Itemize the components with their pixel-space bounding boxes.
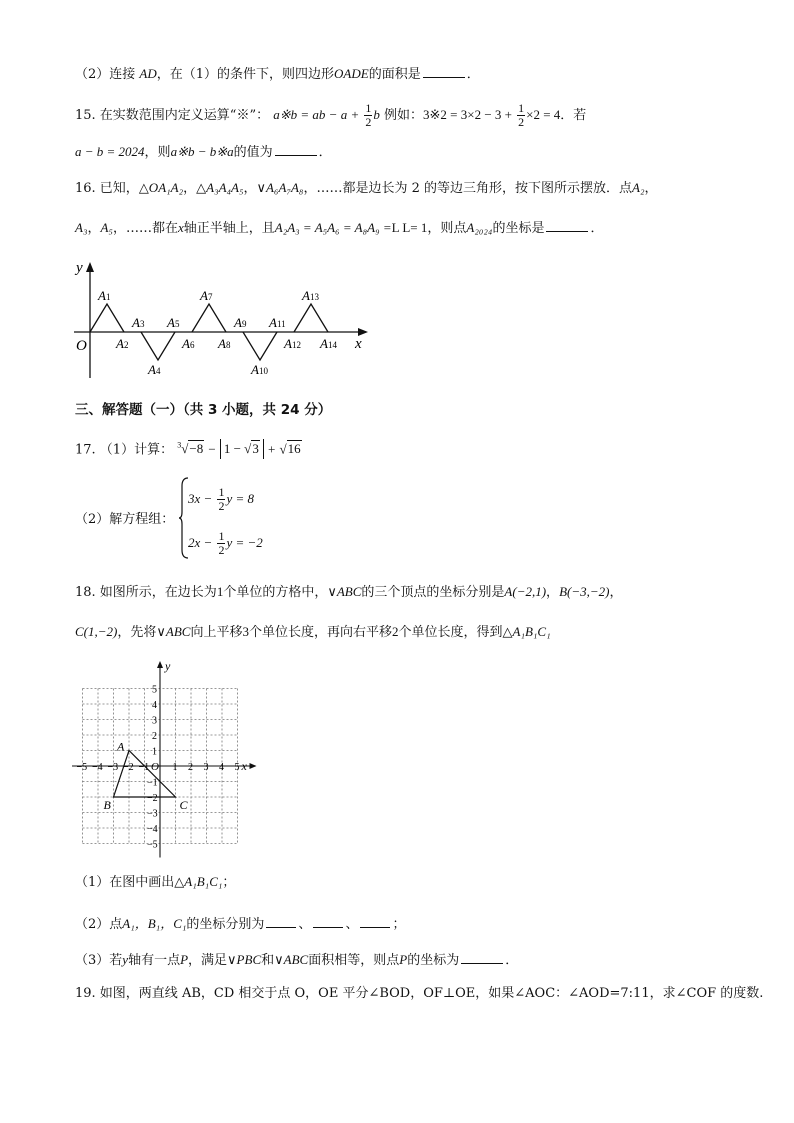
answer-blank xyxy=(423,64,465,78)
fraction-half: $\frac{1}{2}$ xyxy=(518,101,525,129)
q17-part1: 17. （1）计算： $^3$√−8 − 1 − √3 + √16 xyxy=(75,441,301,458)
vertex-label: A xyxy=(117,739,125,754)
q15-line1: 15. 在实数范围内定义运算“※”： a※b = ab − a + $\frac{1}{2}$ b 例如：3※2 = 3×2 − 3 + $\frac{1}{2}$ ×2 = 4．若 xyxy=(75,101,587,129)
y-tick-label: 1 xyxy=(152,746,157,758)
y-tick-label: 4 xyxy=(152,700,157,711)
origin-label: O xyxy=(151,761,159,773)
answer-blank xyxy=(546,218,588,232)
point-label: A13 xyxy=(302,288,319,303)
q16-line1: 16. 已知，△OA₁A₂，△A₃A₄A₅，∨A₆A₇A₈，……都是边长为 2 的等边三角形，按下图所示摆放．点A₂， xyxy=(75,180,658,196)
y-axis-label: y xyxy=(165,660,171,673)
zigzag-path xyxy=(192,304,226,332)
section-heading: 三、解答题（一）（共 3 小题，共 24 分） xyxy=(75,402,332,418)
x-axis-label: x xyxy=(241,759,247,773)
point-label: A3 xyxy=(132,315,145,330)
answer-blank xyxy=(266,914,296,928)
answer-blank xyxy=(360,914,390,928)
coordinate-grid-figure xyxy=(70,660,266,860)
x-tick-label: 2 xyxy=(188,762,193,773)
y-tick-label: −1 xyxy=(147,777,158,789)
point-label: A11 xyxy=(269,315,286,330)
y-axis-arrow xyxy=(157,661,163,668)
q18-sub3: （3）若y轴有一点P，满足∨PBC和∨ABC面积相等，则点P的坐标为 ． xyxy=(75,952,519,968)
vertex-label: C xyxy=(179,798,188,812)
y-tick-label: 2 xyxy=(152,731,157,742)
point-label: A7 xyxy=(200,288,213,303)
x-axis-label: x xyxy=(355,336,362,352)
cube-root: $^3$√−8 xyxy=(177,441,204,457)
answer-blank xyxy=(461,950,503,964)
x-tick-label: 5 xyxy=(234,762,240,773)
equation-2: 2x − $\frac{1}{2}$ y = −2 xyxy=(188,529,263,557)
zigzag-path xyxy=(294,304,328,332)
x-tick-label: 3 xyxy=(203,762,209,773)
answer-blank xyxy=(313,914,343,928)
q19-text: 19. 如图，两直线 AB，CD 相交于点 O，OE 平分∠BOD，OF⊥OE，如果∠AOC：∠AOD=7:11，求∠COF 的度数. xyxy=(75,986,764,1001)
point-label: A1 xyxy=(98,288,111,303)
y-tick-label: 5 xyxy=(152,684,157,696)
point-label: A4 xyxy=(148,362,161,377)
point-label: A12 xyxy=(284,336,301,351)
x-axis-arrow xyxy=(250,763,257,769)
origin-label: O xyxy=(76,338,87,354)
point-label: A5 xyxy=(167,315,180,330)
x-tick-label: −1 xyxy=(138,762,150,773)
zigzag-path xyxy=(141,332,175,360)
q18-line1: 18. 如图所示，在边长为1个单位的方格中，∨ABC的三个顶点的坐标分别是A(−2,1)，B(−3,−2)， xyxy=(75,584,623,600)
zigzag-triangle-figure xyxy=(68,256,378,384)
y-tick-label: −5 xyxy=(147,839,158,851)
answer-blank xyxy=(275,142,317,156)
fraction-half: $\frac{1}{2}$ xyxy=(365,101,372,129)
y-axis-arrow xyxy=(86,262,94,272)
square-root: √16 xyxy=(279,441,301,457)
x-tick-label: −3 xyxy=(107,762,119,773)
y-tick-label: −3 xyxy=(147,808,158,820)
vertex-label: B xyxy=(103,798,111,812)
q14-part2: （2）连接 AD，在（1）的条件下，则四边形OADE的面积是 ． xyxy=(75,66,480,82)
x-axis-arrow xyxy=(358,328,368,336)
q18-sub2: （2）点A₁，B₁，C₁的坐标分别为 、 、 ； xyxy=(75,916,406,932)
q18-line2: C(1,−2)，先将∨ABC向上平移3个单位长度，再向右平移2个单位长度，得到△A₁B₁C₁ xyxy=(75,624,551,640)
point-label: A2 xyxy=(116,336,129,351)
y-tick-label: 3 xyxy=(152,715,157,727)
zigzag-path xyxy=(90,304,124,332)
point-label: A9 xyxy=(234,315,247,330)
zigzag-path xyxy=(243,332,277,360)
point-label: A6 xyxy=(182,336,195,351)
y-tick-label: −2 xyxy=(147,793,158,804)
point-label: A8 xyxy=(218,336,231,351)
x-tick-label: −5 xyxy=(76,762,88,773)
x-tick-label: −4 xyxy=(92,762,103,773)
x-tick-label: 4 xyxy=(219,762,224,773)
y-tick-label: −4 xyxy=(147,824,158,835)
q15-line2: a − b = 2024，则a※b − b※a的值为 ． xyxy=(75,144,332,160)
absolute-value: 1 − √3 xyxy=(220,439,264,459)
x-tick-label: 1 xyxy=(172,762,178,773)
q16-line2: A₃，A₅，……都在x轴正半轴上，且A₂A₃ = A₅A₆ = A₈A₉ =L L= 1，则点A₂₀₂₄的坐标是 ． xyxy=(75,220,604,236)
point-label: A14 xyxy=(320,336,337,351)
point-label: A10 xyxy=(251,362,268,377)
y-axis-label: y xyxy=(76,260,83,276)
q17-part2-label: （2）解方程组： xyxy=(75,512,175,527)
x-tick-label: −2 xyxy=(123,762,134,773)
q18-sub1: （1）在图中画出△A₁B₁C₁； xyxy=(75,874,236,890)
equation-1: 3x − $\frac{1}{2}$ y = 8 xyxy=(188,485,254,513)
